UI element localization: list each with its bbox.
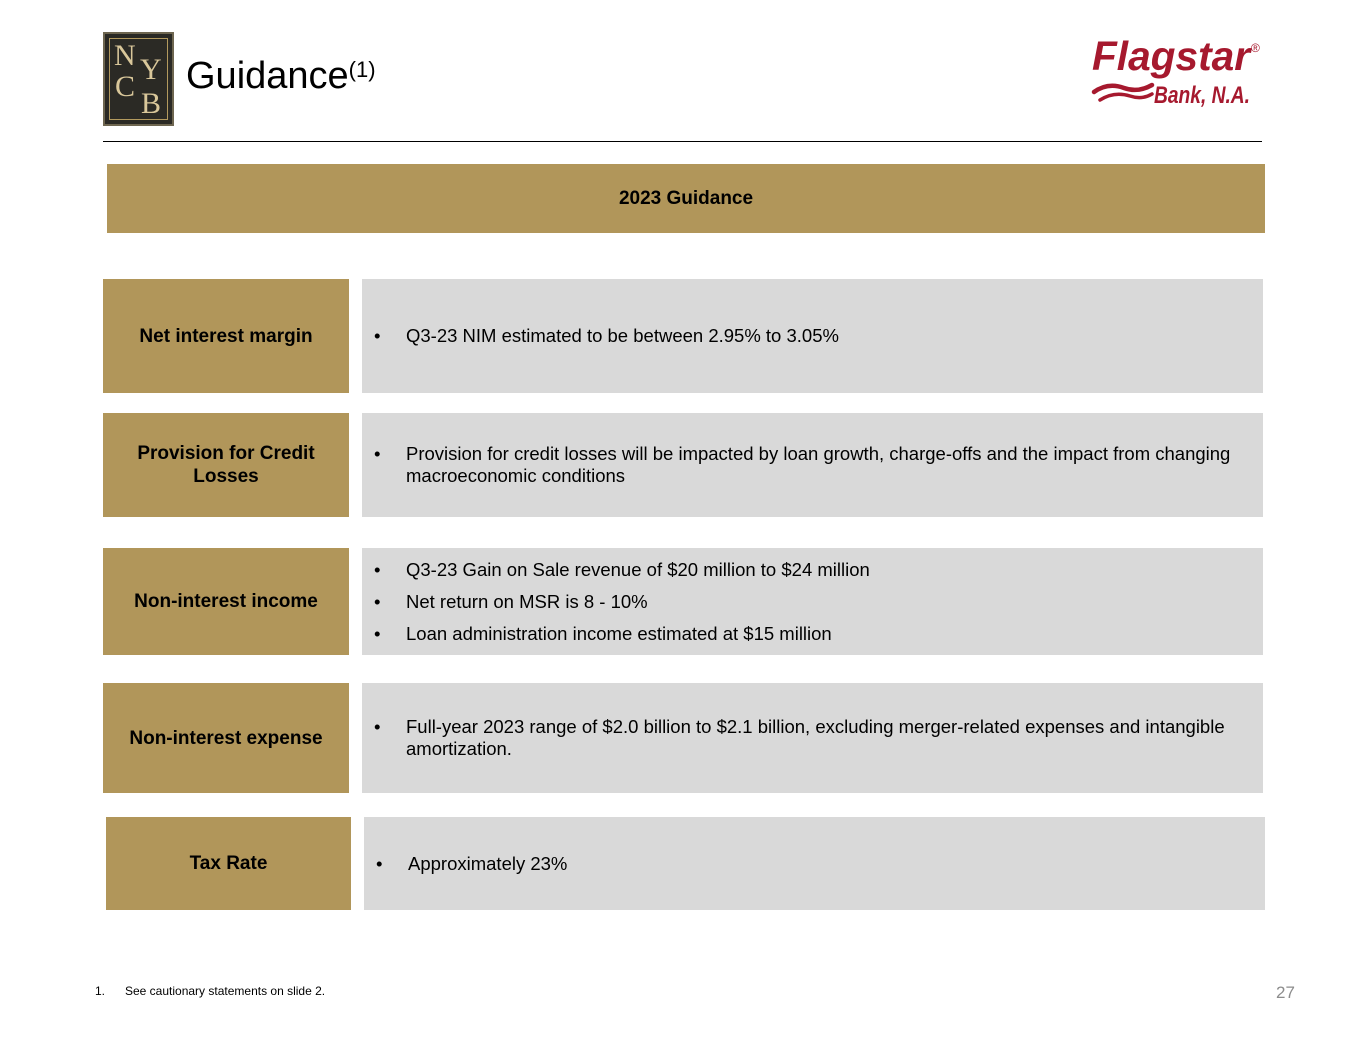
brand-wave-icon-lower [1100, 94, 1152, 100]
bullet-marker: • [374, 622, 381, 644]
page-title [186, 52, 376, 100]
brand-registered-mark: ® [1251, 41, 1260, 55]
section-content-tax-rate [364, 817, 1265, 910]
section-label-tax-rate: Tax Rate [106, 817, 351, 910]
list-item [374, 443, 1251, 487]
list-item [376, 853, 1253, 875]
section-content-net-interest-margin [362, 279, 1263, 393]
list-item [374, 716, 1251, 760]
list-item [374, 559, 1251, 581]
footnote-text: See cautionary statements on slide 2. [125, 984, 326, 998]
logo-letter-y: Y [140, 53, 162, 86]
section-label-net-interest-margin: Net interest margin [103, 279, 349, 393]
bullet-text: Q3-23 NIM estimated to be between 2.95% to 3.05% [406, 325, 839, 346]
bullet-marker: • [374, 558, 381, 580]
brand-name: Flagstar [1092, 33, 1253, 79]
section-label-non-interest-expense: Non-interest expense [103, 683, 349, 793]
bullet-text: Q3-23 Gain on Sale revenue of $20 million to $24 million [406, 558, 870, 580]
section-label-non-interest-income: Non-interest income [103, 548, 349, 655]
section-label-provision-for-credit-losses: Provision for Credit Losses [103, 413, 349, 517]
section-content-non-interest-expense [362, 683, 1263, 793]
bullet-marker: • [374, 590, 381, 612]
guidance-banner: 2023 Guidance [107, 164, 1265, 233]
nycb-logo [103, 32, 174, 126]
brand-subtitle: Bank, N.A. [1154, 82, 1250, 109]
list-item [374, 591, 1251, 613]
page-title-text: Guidance [186, 55, 349, 97]
list-item [374, 325, 1251, 347]
logo-letter-n: N [114, 39, 136, 72]
section-content-provision-for-credit-losses [362, 413, 1263, 517]
bullet-marker: • [374, 716, 381, 737]
bullet-marker: • [376, 852, 383, 874]
page-number: 27 [1276, 983, 1295, 1002]
title-footnote-ref: (1) [348, 57, 376, 82]
bullet-marker: • [374, 443, 381, 464]
bullet-text: Loan administration income estimated at $15 million [406, 622, 832, 644]
footnote-number: 1. [95, 984, 106, 998]
brand-wave-icon [1094, 85, 1152, 92]
list-item [374, 623, 1251, 645]
header-divider [103, 141, 1262, 142]
section-content-non-interest-income [362, 548, 1263, 655]
bullet-text: Full-year 2023 range of $2.0 billion to $2.1 billion, excluding merger-related expenses and intangible amortization. [406, 716, 1225, 759]
bullet-text: Provision for credit losses will be impacted by loan growth, charge-offs and the impact from changing macroeconomic conditions [406, 443, 1231, 486]
logo-letter-b: B [141, 87, 162, 120]
footnote [95, 984, 325, 998]
bullet-text: Approximately 23% [408, 852, 568, 874]
bullet-text: Net return on MSR is 8 - 10% [406, 590, 648, 612]
flagstar-logo [1090, 30, 1265, 110]
logo-letter-c: C [115, 70, 136, 103]
bullet-marker: • [374, 325, 381, 346]
